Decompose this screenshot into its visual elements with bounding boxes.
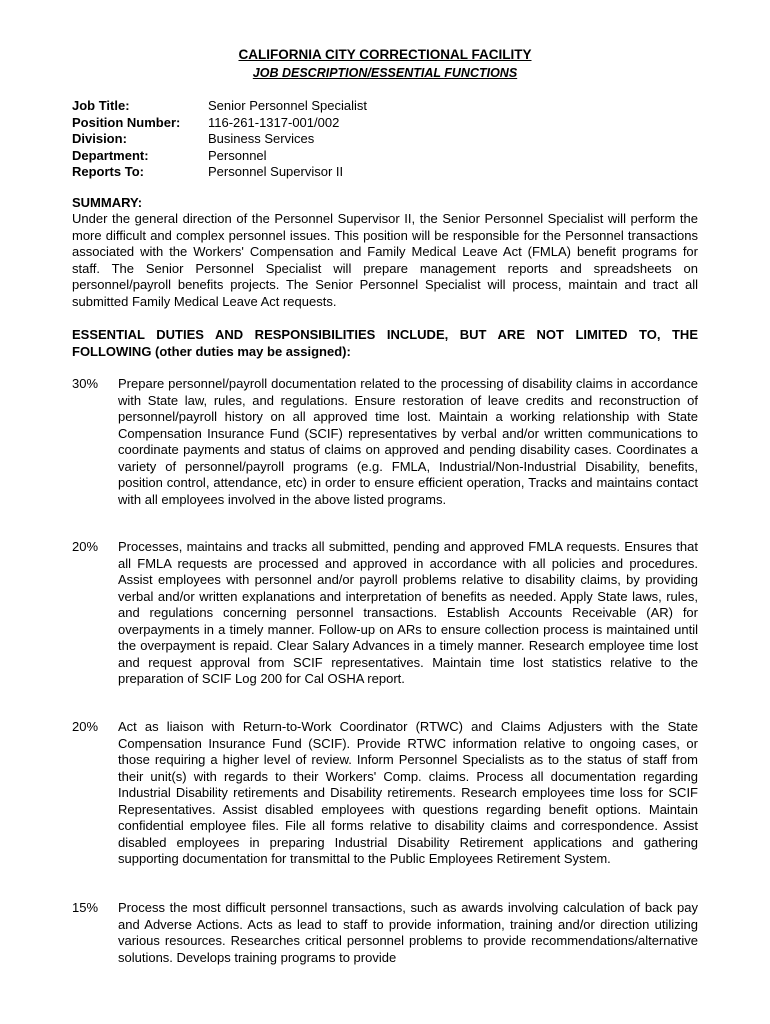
summary-text: Under the general direction of the Personnel Supervisor II, the Senior Personnel Specialist will perform the more difficult and complex personnel issues. This position will be responsible for the Personnel transactions associated with the Workers' Compensation and Family Medical Leave Act (FMLA) benefit programs for staff. The Senior Personnel Specialist will prepare management reports and spreadsheets on personnel/payroll benefits projects. The Senior Personnel Specialist will process, maintain and tract all submitted Family Medical Leave Act requests. — [72, 211, 698, 309]
duty-percent: 30% — [72, 376, 99, 391]
duty-text: Processes, maintains and tracks all submitted, pending and approved FMLA requests. Ensures that all FMLA requests are processed and approved in accordance with all policies and procedures. Assist employees with personnel and/or payroll problems relative to disability claims, by providing verbal and/or written explanations and interpretation of benefits as needed. Apply State laws, rules, and regulations concerning personnel transactions. Establish Accounts Receivable (AR) for overpayments in a timely manner. Follow-up on ARs to ensure collection process is maintained until the overpayment is repaid. Clear Salary Advances in a timely manner. Research employee time lost and request approval from SCIF representatives. Maintain time lost statistics relative to the preparation of SCIF Log 200 for Cal OSHA report. — [118, 539, 698, 686]
info-label: Department: — [72, 147, 149, 163]
info-value: Personnel Supervisor II — [208, 164, 344, 179]
document-title: CALIFORNIA CITY CORRECTIONAL FACILITY — [238, 47, 532, 62]
duty-percent: 20% — [72, 539, 99, 554]
info-row-job-title — [72, 98, 632, 115]
info-value: 116-261-1317-001/002 — [208, 114, 340, 130]
position-info — [72, 98, 632, 181]
duty-item — [72, 719, 698, 868]
duties-heading: ESSENTIAL DUTIES AND RESPONSIBILITIES INCLUDE, BUT ARE NOT LIMITED TO, THE FOLLOWING (other duties may be assigned): — [72, 327, 698, 359]
duty-percent: 15% — [72, 900, 99, 915]
duty-item — [72, 376, 698, 508]
duty-percent: 20% — [72, 719, 99, 734]
document-subtitle: JOB DESCRIPTION/ESSENTIAL FUNCTIONS — [252, 66, 518, 80]
info-label: Division: — [72, 131, 127, 146]
duty-text: Process the most difficult personnel transactions, such as awards involving calculation of back pay and Adverse Actions. Acts as lead to staff to provide information, training and/or direction utilizing various resources. Researches critical personnel problems to provide recommendations/alternative solutions. Develops training programs to provide — [118, 900, 698, 965]
info-row-position-number — [72, 115, 632, 132]
info-row-reports-to — [72, 164, 632, 181]
info-value: Senior Personnel Specialist — [208, 98, 367, 113]
info-label: Job Title: — [72, 98, 130, 113]
summary-heading: SUMMARY: — [72, 195, 143, 210]
info-label: Position Number: — [72, 114, 181, 130]
info-value: Business Services — [208, 131, 315, 146]
info-row-division — [72, 131, 632, 148]
duty-item — [72, 539, 698, 688]
duty-text: Act as liaison with Return-to-Work Coordinator (RTWC) and Claims Adjusters with the State Compensation Insurance Fund (SCIF). Provide RTWC information relative to ongoing cases, or those requiring a higher level of review. Inform Personnel Specialists as to the status of staff from their unit(s) with regards to their Workers' Comp. claims. Process all documentation regarding Industrial Disability retirements and Disability retirements. Research employees time loss for SCIF Representatives. Assist disabled employees with questions regarding benefit options. Maintain confidential employee files. File all forms relative to disability claims and correspondence. Assist disabled employees in preparing Industrial Disability Retirement applications and gathering supporting documentation for transmittal to the Public Employees Retirement System. — [118, 719, 698, 866]
info-label: Reports To: — [72, 164, 144, 179]
info-value: Personnel — [208, 147, 267, 163]
duty-item — [72, 900, 698, 966]
info-row-department — [72, 148, 632, 165]
duty-text: Prepare personnel/payroll documentation related to the processing of disability claims in accordance with State law, rules, and regulations. Ensure restoration of leave credits and reconstruction of personnel/payroll history on all approved time lost. Maintain a working relationship with State Compensation Insurance Fund (SCIF) representatives by verbal and/or written communications to coordinate payments and status of claims on approved and pending disability cases. Coordinates a variety of personnel/payroll programs (e.g. FMLA, Industrial/Non-Industrial Disability, benefits, position control, attendance, etc) in order to ensure efficient operation, Tracks and maintains contact with all employees involved in the above listed programs. — [118, 376, 698, 507]
